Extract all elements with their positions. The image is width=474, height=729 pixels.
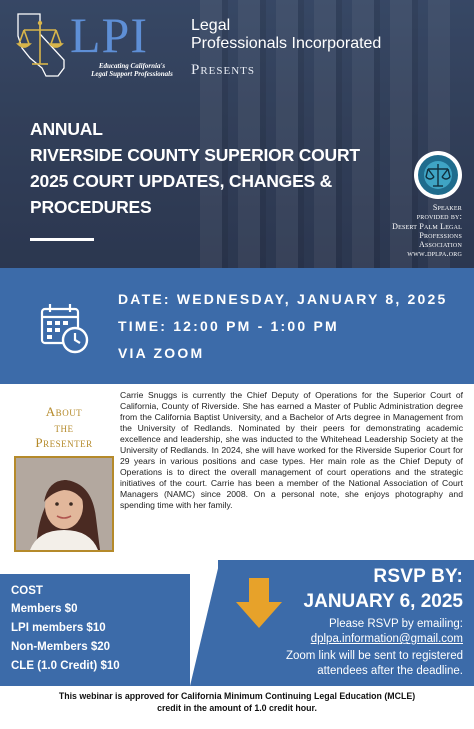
- presenter-portrait: [16, 458, 112, 550]
- event-title: [30, 116, 380, 220]
- header-banner: [0, 0, 474, 268]
- presenter-photo: [14, 456, 114, 552]
- logo-text: LPI: [70, 7, 148, 63]
- event-title-line: 2025 COURT UPDATES, CHANGES &: [30, 171, 333, 191]
- rsvp-instruction: Please RSVP by emailing:: [328, 618, 463, 630]
- cost-item: Members $0: [11, 603, 78, 615]
- event-date: DATE: WEDNESDAY, JANUARY 8, 2025: [118, 291, 448, 307]
- footer-line: credit in the amount of 1.0 credit hour.: [157, 703, 317, 713]
- rsvp-deadline: JANUARY 6, 2025: [303, 591, 463, 612]
- sponsor-line: Speaker: [432, 203, 462, 212]
- speaker-sponsor: [342, 203, 462, 259]
- sponsor-line: Professions: [419, 230, 462, 240]
- about-heading-line: About: [45, 404, 83, 419]
- organization-name-line: Professionals Incorporated: [191, 35, 382, 52]
- cost-heading: COST: [11, 585, 43, 597]
- rsvp-email-link[interactable]: dplpa.information@gmail.com: [310, 633, 463, 645]
- event-title-line: RIVERSIDE COUNTY SUPERIOR COURT: [30, 145, 360, 165]
- presents-label: Presents: [191, 62, 256, 78]
- calendar-clock-icon: [40, 302, 90, 354]
- organization-name: [191, 17, 381, 53]
- logo-tagline: [72, 62, 192, 78]
- sponsor-website-link[interactable]: www.dplpa.org: [407, 249, 462, 259]
- sponsor-line: Association: [419, 240, 462, 250]
- logo-tagline-line: Legal Support Professionals: [91, 70, 173, 78]
- presenter-bio: Carrie Snuggs is currently the Chief Deputy of Operations for the Superior Court of California, County of Riverside. She has earned a Master of Public Administration degree from the California Baptist University, and a Bachelor of Arts degree in Management from the University of Redlands. Nominated by their peers for demonstrating academic excellence and leadership, she was inducted to the Whitehead Leadership Society at the University of Redlands. In 2024, she will have worked for the Riverside Superior Court for 29 years in various positions and case types. Her main role as the Chief Deputy of Operations is to direct the overall management of court operations and the strategic initiatives of the court. Carrie has been a member of the National Association of Court Managers (NAMC) since 2008. On a personal note, she enjoys photography and spending time with her family.: [120, 390, 463, 511]
- logo-tagline-line: Educating California's: [98, 62, 166, 70]
- title-divider: [30, 238, 94, 241]
- event-location: VIA ZOOM: [118, 345, 205, 361]
- organization-name-line: Legal: [191, 17, 231, 34]
- event-title-line: PROCEDURES: [30, 197, 152, 217]
- event-time: TIME: 12:00 PM - 1:00 PM: [118, 318, 339, 334]
- sponsor-line: Desert Palm Legal: [392, 221, 462, 231]
- cost-item: CLE (1.0 Credit) $10: [11, 660, 120, 672]
- mcle-footer: [0, 690, 474, 714]
- dplpa-seal-icon: [413, 150, 463, 200]
- rsvp-panel-edge: [190, 560, 220, 686]
- cost-item: Non-Members $20: [11, 641, 111, 653]
- rsvp-title: RSVP BY:: [373, 566, 463, 587]
- rsvp-note: Zoom link will be sent to registered: [285, 650, 463, 662]
- about-heading-line: the: [54, 419, 74, 435]
- sponsor-line: provided by:: [416, 212, 462, 222]
- footer-line: This webinar is approved for California Minimum Continuing Legal Education (MCLE): [58, 691, 416, 701]
- about-presenter-heading: [16, 404, 112, 451]
- event-title-line: ANNUAL: [30, 119, 103, 139]
- cost-item: LPI members $10: [11, 622, 106, 634]
- rsvp-note: attendees after the deadline.: [317, 665, 463, 677]
- down-arrow-icon: [236, 578, 282, 628]
- about-heading-line: Presenter: [35, 435, 93, 450]
